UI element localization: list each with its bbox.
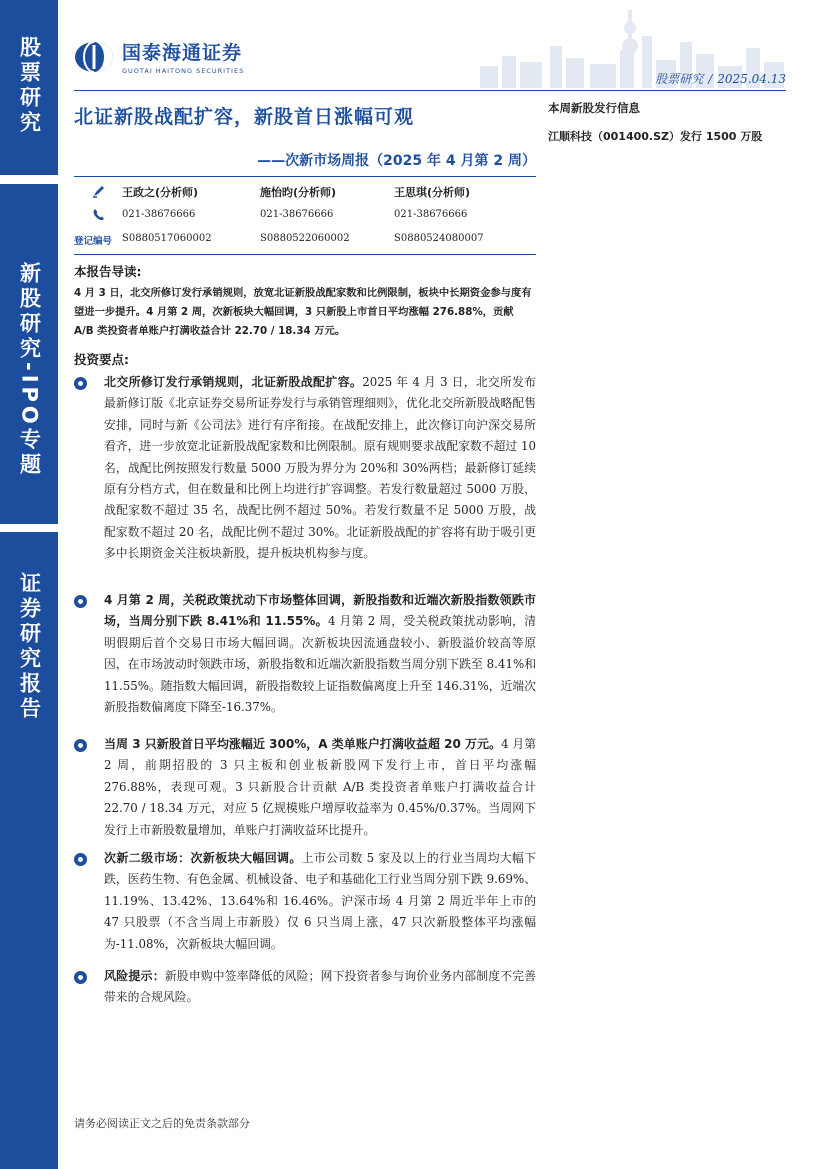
breadcrumb-category: 股票研究: [655, 72, 704, 86]
logo-icon: [74, 41, 114, 73]
breadcrumb-separator: /: [708, 72, 713, 86]
report-title: 北证新股战配扩容，新股首日涨幅可观: [74, 106, 415, 128]
bullet-icon: [74, 853, 87, 866]
bullet-text: 上市公司数 5 家及以上的行业当周均大幅下跌，医药生物、有色金属、机械设备、电子和基础化工行业当周分别下跌 9.69%、11.19%、13.42%、13.64%和 16.46%。沪深市场 4 月第 2 周近半年上市的 47 只股票（不含当周上市新股）仅 6 只当周上涨，47 只次新股整体平均涨幅为-11.08%，次新板块大幅回调。: [104, 851, 536, 951]
analyst-bottom-rule: [74, 254, 536, 255]
logo-english: GUOTAI HAITONG SECURITIES: [122, 67, 245, 75]
breadcrumb: [655, 70, 786, 87]
guide-heading: 本报告导读:: [74, 264, 142, 279]
report-date: 2025.04.13: [717, 72, 786, 86]
analyst-reg: S0880522060002: [260, 233, 350, 244]
bullet-heading: 当周 3 只新股首日平均涨幅近 300%，A 类单账户打满收益超 20 万元。: [104, 737, 502, 751]
analyst-phone: 021-38676666: [394, 209, 468, 220]
bullet-heading: 4 月第 2 周，关税政策扰动下市场整体回调，新股指数和近端次新股指数领跌市场，当周分别下跌 8.41%和 11.55%。: [104, 593, 536, 629]
header-rule: [74, 90, 786, 91]
analyst-phone: 021-38676666: [122, 209, 196, 220]
sidebar-section-report: [0, 532, 58, 1169]
bullet-heading: 北交所修订发行承销规则，北证新股战配扩容。: [104, 375, 363, 389]
analyst-phone: 021-38676666: [260, 209, 334, 220]
bullet-text: 新股申购中签率降低的风险；网下投资者参与询价业务内部制度不完善带来的合规风险。: [104, 969, 536, 1005]
bullet-icon: [74, 377, 87, 390]
sidebar-section-ipo: [0, 184, 58, 524]
analyst-phone-row: [74, 208, 536, 228]
analyst-reg: S0880517060002: [122, 233, 212, 244]
bullet-icon: [74, 739, 87, 752]
analyst-name: 王思琪(分析师): [394, 186, 471, 199]
sidebar-divider: [0, 524, 58, 532]
phone-icon: [92, 208, 106, 222]
bullet-icon: [74, 971, 87, 984]
logo-name: 国泰海通证券: [122, 42, 243, 64]
analyst-name: 施怡昀(分析师): [260, 186, 337, 199]
sidebar-section-stock-research: [0, 0, 58, 175]
pen-icon: [92, 184, 106, 198]
investment-heading: 投资要点:: [74, 352, 129, 367]
analyst-top-rule: [74, 176, 536, 177]
reg-label: 登记编号: [74, 236, 113, 247]
guide-text: 4 月 3 日，北交所修订发行承销规则，放宽北证新股战配家数和比例限制，板块中长期资金参与度有望进一步提升。4 月第 2 周，次新板块大幅回调，3 只新股上市首日平均涨幅 276.88%，贡献 A/B 类投资者单账户打满收益合计 22.70 / 18.34 万元。: [74, 287, 532, 337]
bullet-text: 4 月第 2 周，受关税政策扰动影响，清明假期后首个交易日市场大幅回调。次新板块因流通盘较小、新股溢价较高等原因，在市场波动时领跌市场，新股指数和近端次新股指数当周分别下跌至 8.41%和 11.55%。随指数大幅回调，新股指数较上证指数偏离度上升至 146.31%，近端次新股指数偏离度下降至-16.37%。: [104, 614, 537, 715]
disclaimer-footer: 请务必阅读正文之后的免责条款部分: [74, 1117, 250, 1130]
analyst-name: 王政之(分析师): [122, 186, 199, 199]
company-logo: [74, 38, 244, 75]
analyst-reg: S0880524080007: [394, 233, 484, 244]
new-issue-item: 江顺科技（001400.SZ）发行 1500 万股: [548, 130, 763, 143]
new-issue-heading: 本周新股发行信息: [548, 101, 640, 115]
bullet-heading: 次新二级市场：次新板块大幅回调。: [104, 851, 302, 865]
bullet-text: 4 月第 2 周，前期招股的 3 只主板和创业板新股网下发行上市，首日平均涨幅 276.88%，表现可观。3 只新股合计贡献 A/B 类投资者单账户打满收益合计 22.70 / 18.34 万元，对应 5 亿规模账户增厚收益率为 0.45%/0.37%。当周网下发行上市新股数量增加，单账户打满收益环比提升。: [104, 737, 536, 837]
sidebar-divider: [0, 175, 58, 183]
sidebar-label-ipo: 新股研究-IPO专题: [17, 262, 42, 478]
bullet-heading: 风险提示：: [104, 969, 165, 983]
analyst-name-row: [74, 184, 536, 204]
bullet-icon: [74, 595, 87, 608]
analyst-reg-row: [74, 232, 536, 252]
sidebar-label-stock-research: 股票研究: [17, 36, 42, 136]
sidebar-label-report: 证券研究报告: [17, 572, 42, 722]
report-subtitle: ——次新市场周报（2025 年 4 月第 2 周）: [257, 153, 536, 169]
bullet-text: 2025 年 4 月 3 日，北交所发布最新修订版《北京证券交易所证券发行与承销管理细则》，优化北交所新股战略配售安排，同时与新《公司法》进行有序衔接。在战配安排上，此次修订向沪深交易所看齐，进一步放宽北证新股战配家数和比例限制。原有规则要求战配家数不超过 10 名，战配比例按照发行数量 5000 万股为界分为 20%和 30%两档；最新修订延续原有分档方式，但在数量和比例上均进行扩容调整。若发行数量超过 5000 万股，战配家数不超过 35 名，战配比例不超过 50%。若发行数量不足 5000 万股，战配家数不超过 20 名，战配比例不超过 30%。北证新股战配的扩容将有助于吸引更多中长期资金关注板块新股，提升板块机构参与度。: [104, 375, 536, 561]
